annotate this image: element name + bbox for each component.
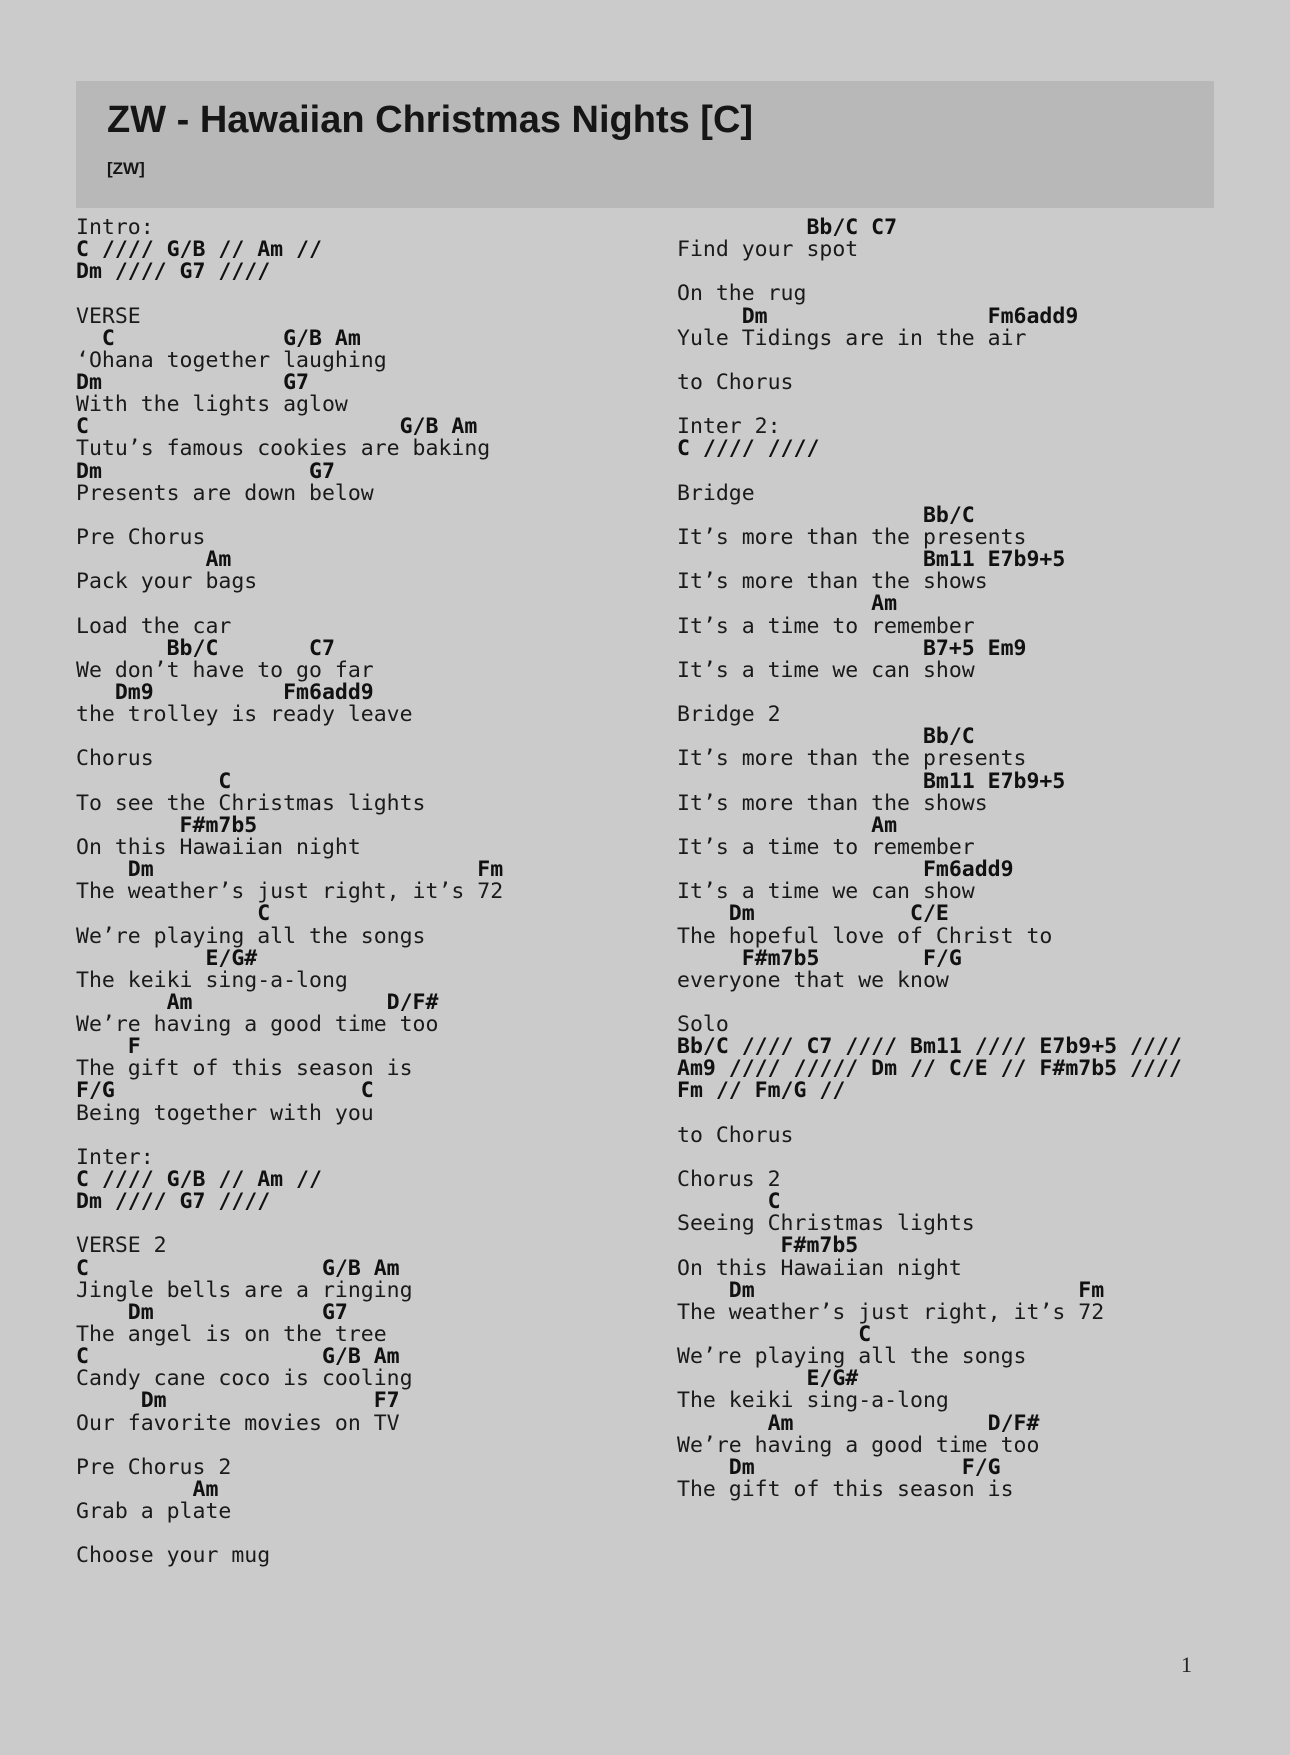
lyric-line: Seeing Christmas lights	[677, 1211, 975, 1237]
chord-line: F/G C	[76, 1078, 374, 1104]
lyric-line: It’s more than the presents	[677, 746, 1027, 772]
chord-line: E/G#	[677, 1366, 859, 1392]
chord-line: Am	[76, 547, 232, 573]
chord-line: Fm // Fm/G //	[677, 1078, 846, 1104]
chord-line: Dm9 Fm6add9	[76, 679, 374, 705]
chord-line: Am D/F#	[76, 989, 439, 1015]
blank-line	[677, 1103, 1237, 1125]
blank-line	[677, 992, 1237, 1014]
lyric-line: Chorus 2	[677, 1167, 781, 1193]
chord-line: C	[76, 901, 271, 927]
lyric-line: Inter 2:	[677, 414, 781, 440]
lyric-line: The gift of this season is	[76, 1056, 413, 1082]
song-title: ZW - Hawaiian Christmas Nights [C]	[107, 99, 754, 141]
chord-line: Dm Fm	[677, 1277, 1105, 1303]
lyric-line: On this Hawaiian night	[76, 834, 361, 860]
lyric-line: Being together with you	[76, 1100, 374, 1126]
blank-line	[76, 1125, 636, 1147]
lyric-line: The gift of this season is	[677, 1477, 1014, 1503]
lyrics-column-left	[76, 217, 636, 1568]
chord-line: F	[76, 1034, 141, 1060]
chord-line: Dm //// G7 ////	[76, 259, 271, 285]
chord-line: Dm Fm	[76, 857, 504, 883]
lyric-line: Jingle bells are a ringing	[76, 1277, 413, 1303]
lyric-line: Solo	[677, 1012, 729, 1038]
chord-line: C	[76, 768, 232, 794]
lyric-line: Chorus	[76, 746, 154, 772]
chord-line: Am9 //// ///// Dm // C/E // F#m7b5 ////	[677, 1056, 1182, 1082]
lyric-line: On the rug	[677, 281, 807, 307]
chord-line: B7+5 Em9	[677, 635, 1027, 661]
chord-line: Dm Fm6add9	[677, 303, 1079, 329]
lyric-line: We’re playing all the songs	[677, 1344, 1027, 1370]
lyric-line: Pre Chorus 2	[76, 1454, 232, 1480]
lyric-line: The weather’s just right, it’s 72	[677, 1299, 1105, 1325]
chord-line: Dm C/E	[677, 901, 949, 927]
lyric-line: It’s a time to remember	[677, 613, 975, 639]
chord-line: Dm F/G	[677, 1454, 1001, 1480]
lyric-line: to Chorus	[677, 369, 794, 395]
chord-line: Bb/C C7	[76, 635, 335, 661]
chord-line: C	[677, 1189, 781, 1215]
lyric-line: The keiki sing-a-long	[677, 1388, 949, 1414]
lyric-line: the trolley is ready leave	[76, 702, 413, 728]
lyric-line: The weather’s just right, it’s 72	[76, 879, 504, 905]
chord-line: Am	[677, 812, 898, 838]
lyric-line: VERSE 2	[76, 1233, 167, 1259]
lyric-line: Pack your bags	[76, 569, 258, 595]
lyric-line: The hopeful love of Christ to	[677, 923, 1053, 949]
chord-line: C G/B Am	[76, 414, 478, 440]
lyric-line: ‘Ohana together laughing	[76, 347, 387, 373]
chord-line: Bb/C	[677, 502, 975, 528]
lyrics-column-right	[677, 217, 1237, 1501]
lyric-line: everyone that we know	[677, 967, 949, 993]
blank-line	[76, 726, 636, 748]
blank-line	[677, 394, 1237, 416]
blank-line	[677, 682, 1237, 704]
lyric-line: Tutu’s famous cookies are baking	[76, 436, 491, 462]
blank-line	[677, 261, 1237, 283]
chord-line: Dm G7	[76, 458, 335, 484]
lyric-line: Find your spot	[677, 237, 859, 263]
blank-line	[677, 461, 1237, 483]
chord-line: Am	[76, 1477, 219, 1503]
blank-line	[76, 1213, 636, 1235]
lyric-line: Grab a plate	[76, 1499, 232, 1525]
lyric-line: On this Hawaiian night	[677, 1255, 962, 1281]
chord-line: E/G#	[76, 945, 258, 971]
lyric-line: Presents are down below	[76, 480, 374, 506]
blank-line	[76, 283, 636, 305]
lyric-line: VERSE	[76, 303, 141, 329]
lyric-line: Inter:	[76, 1144, 154, 1170]
chord-line: F#m7b5 F/G	[677, 945, 962, 971]
chord-line: Bb/C C7	[677, 215, 898, 240]
blank-line	[76, 1435, 636, 1457]
blank-line	[76, 593, 636, 615]
lyric-line: Candy cane coco is cooling	[76, 1366, 413, 1392]
chord-line: Bb/C //// C7 //// Bm11 //// E7b9+5 ////	[677, 1034, 1182, 1060]
chord-line: C G/B Am	[76, 325, 361, 351]
lyric-line: The keiki sing-a-long	[76, 967, 348, 993]
lyric-line: Intro:	[76, 215, 154, 240]
blank-line	[76, 505, 636, 527]
lyric-line: We’re having a good time too	[76, 1012, 439, 1038]
chord-line: C //// G/B // Am //	[76, 1167, 322, 1193]
lyric-line: Bridge	[677, 480, 755, 506]
chord-line: Bb/C	[677, 724, 975, 750]
chord-line: Bm11 E7b9+5	[677, 547, 1066, 573]
chord-line: Dm G7	[76, 1299, 348, 1325]
chord-line: C G/B Am	[76, 1344, 400, 1370]
lyric-line: Pre Chorus	[76, 524, 206, 550]
lyric-line: Load the car	[76, 613, 232, 639]
chord-line: C	[677, 1322, 872, 1348]
lyric-line: to Chorus	[677, 1122, 794, 1148]
lyric-line: It’s more than the shows	[677, 569, 988, 595]
page-number: 1	[1181, 1652, 1192, 1677]
song-header	[76, 81, 1214, 208]
blank-line	[677, 350, 1237, 372]
lyric-line: Yule Tidings are in the air	[677, 325, 1027, 351]
chord-line: Am	[677, 591, 898, 617]
lyric-line: It’s more than the presents	[677, 524, 1027, 550]
chord-line: Fm6add9	[677, 857, 1014, 883]
chord-line: F#m7b5	[76, 812, 258, 838]
lyric-line: It’s a time to remember	[677, 834, 975, 860]
lyric-line: We’re playing all the songs	[76, 923, 426, 949]
lyric-line: The angel is on the tree	[76, 1322, 387, 1348]
chord-line: C //// G/B // Am //	[76, 237, 322, 263]
chord-line: Dm //// G7 ////	[76, 1189, 271, 1215]
blank-line	[677, 1147, 1237, 1169]
lyric-line: With the lights aglow	[76, 392, 348, 418]
chord-line: F#m7b5	[677, 1233, 859, 1259]
song-subtitle: [ZW]	[107, 159, 145, 178]
lyric-line: We’re having a good time too	[677, 1432, 1040, 1458]
chord-line: Dm G7	[76, 369, 309, 395]
chord-line: Bm11 E7b9+5	[677, 768, 1066, 794]
blank-line	[76, 1523, 636, 1545]
lyric-line: Choose your mug	[76, 1543, 271, 1569]
lyric-line: It’s a time we can show	[677, 879, 975, 905]
lyric-line: We don’t have to go far	[76, 657, 374, 683]
chord-line: Dm F7	[76, 1388, 400, 1414]
chord-line: C G/B Am	[76, 1255, 400, 1281]
lyric-line: Our favorite movies on TV	[76, 1410, 400, 1436]
lyric-line: It’s a time we can show	[677, 657, 975, 683]
chord-line: C //// ////	[677, 436, 820, 462]
lyric-line: It’s more than the shows	[677, 790, 988, 816]
lyric-line: Bridge 2	[677, 702, 781, 728]
lyric-line: To see the Christmas lights	[76, 790, 426, 816]
chord-line: Am D/F#	[677, 1410, 1040, 1436]
